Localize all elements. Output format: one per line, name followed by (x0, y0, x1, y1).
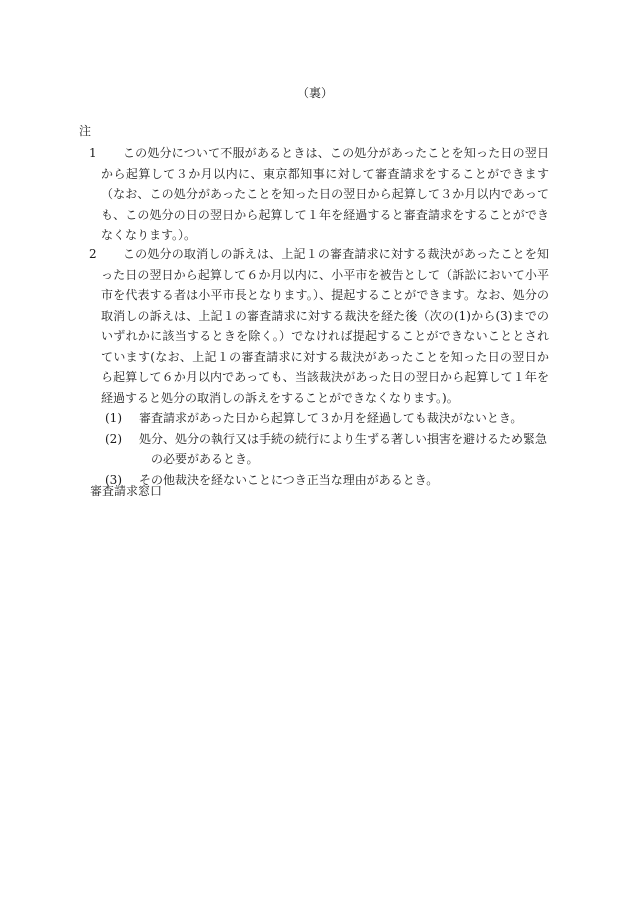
note-text: この処分の取消しの訴えは、上記１の審査請求に対する裁決があったことを知った日の翌日から起算して６か月以内に、小平市を被告として（訴訟において小平市を代表する者は小平市長となります。）、提起することができます。なお、処分の取消しの訴えは、上記１の審査請求に対する裁決を経た後（次の(1)から(3)までのいずれかに該当するときを除く。）でなければ提起することができないこととされています(なお、上記１の審査請求に対する裁決があったことを知った日の翌日から起算して６か月以内であっても、当該裁決があった日の翌日から起算して１年を経過すると処分の取消しの訴えをすることができなくなります。)。 (101, 247, 549, 405)
review-request-window-label: 審査請求窓口 (90, 484, 163, 498)
note-item-1 (79, 143, 549, 246)
exception-text: その他裁決を経ないことにつき正当な理由があるとき。 (139, 472, 439, 487)
exception-item-3 (101, 470, 551, 491)
exception-number: (2) (105, 431, 122, 446)
page-side-label: （裏） (296, 86, 333, 100)
exception-text: 審査請求があった日から起算して３か月を経過しても裁決がないとき。 (139, 411, 523, 425)
note-number: 2 (89, 247, 97, 261)
exception-number: (1) (105, 411, 122, 425)
note-text: この処分について不服があるときは、この処分があったことを知った日の翌日から起算して３か月以内に、東京都知事に対して審査請求をすることができます（なお、この処分があったことを知った日の翌日から起算して３か月以内であっても、この処分の日の翌日から起算して１年を経過すると審査請求をすることができなくなります。）。 (101, 146, 549, 242)
exception-number: (3) (105, 472, 122, 487)
exception-item-1 (101, 408, 551, 429)
exception-list (101, 408, 551, 490)
exception-text: 処分、処分の執行又は手続の続行により生ずる著しい損害を避けるため緊急の必要があるとき。 (139, 431, 548, 466)
exception-item-2 (101, 429, 551, 470)
note-number: 1 (89, 146, 97, 160)
notes-heading: 注 (79, 124, 92, 138)
note-item-2 (79, 244, 549, 408)
